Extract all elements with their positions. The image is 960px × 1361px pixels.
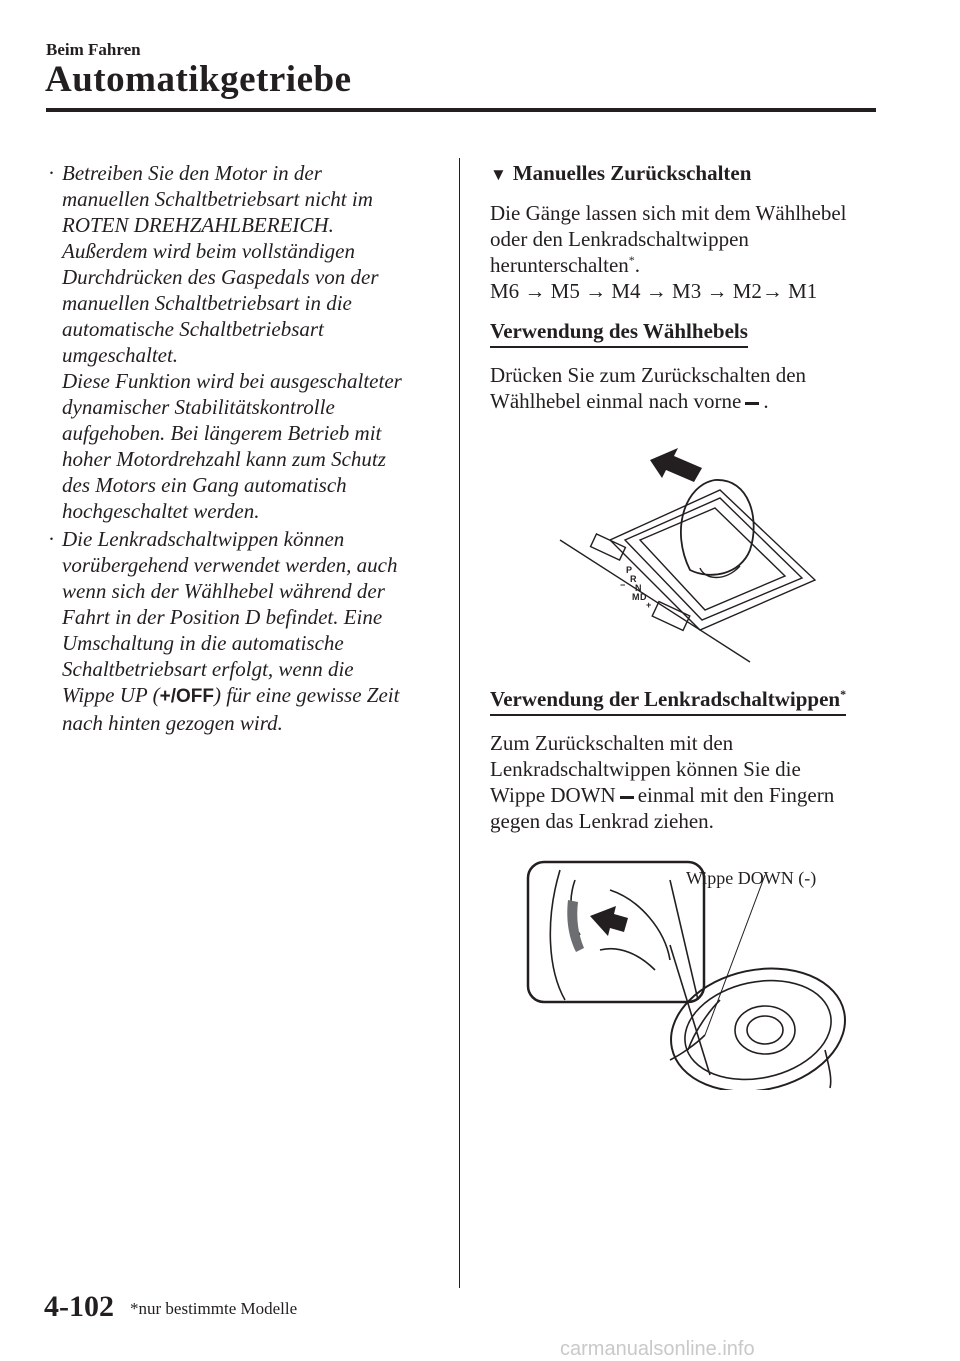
- page-title: Automatikgetriebe: [45, 59, 352, 100]
- arrow-pull-icon: [590, 906, 628, 936]
- bullet-item: [46, 160, 446, 524]
- minus-icon: [745, 402, 759, 405]
- footnote: *nur bestimmte Modelle: [130, 1299, 298, 1318]
- bullet-dot-icon: ·: [48, 161, 55, 185]
- bullet-text: Betreiben Sie den Motor in der manuellen Schaltbetriebsart nicht im ROTEN DREHZAHLBEREICH. Außerdem wird beim vollständigen Durchdrücken des Gaspedals von der manuellen Schaltbetriebsart in die automatische Schaltbetriebsart umgeschaltet. Diese Funktion wird bei ausgeschalteter dynamischer Stabilitätskontrolle aufgehoben. Bei längerem Betrieb mit hoher Motordrehzahl kann zum Schutz des Motors ein Gang automatisch hochgeschaltet werden.: [62, 161, 402, 523]
- shifter-label-minus: −: [620, 580, 626, 590]
- left-column: [46, 160, 446, 736]
- intro-paragraph: Die Gänge lassen sich mit dem Wählhebel oder den Lenkradschaltwippen herunterschalten*. M6 → M5 → M4 → M3 → M2→ M1: [490, 201, 847, 303]
- paddle-section: [490, 684, 880, 846]
- shifter-label-n: N: [635, 583, 642, 593]
- up-off-symbol: +/OFF: [159, 686, 214, 707]
- shifter-label-p: P: [626, 565, 633, 575]
- shifter-illustration: [550, 440, 820, 665]
- footnote-asterisk: *: [628, 253, 635, 267]
- bullet-item: [46, 526, 446, 736]
- shifter-label-plus: +: [646, 600, 652, 610]
- title-rule: [46, 108, 876, 112]
- column-divider: [459, 158, 460, 1288]
- paddle-down-callout: Wippe DOWN (-): [686, 868, 817, 888]
- right-column: [490, 160, 880, 426]
- arrow-forward-icon: [650, 448, 702, 482]
- subheading-paddles: Verwendung der Lenkradschaltwippen*: [490, 686, 846, 716]
- bullet-text: Die Lenkradschaltwippen können vorübergehend verwendet werden, auch wenn sich der Wählhebel während der Fahrt in der Position D befindet. Eine Umschaltung in die automatische Schaltbetriebsart erfolgt, wenn die Wippe UP (+/OFF) für eine gewisse Zeit nach hinten gezogen wird.: [62, 527, 400, 735]
- gear-sequence: M6 → M5 → M4 → M3 → M2→ M1: [490, 279, 818, 303]
- selector-lever-paragraph: Drücken Sie zum Zurückschalten den Wählhebel einmal nach vorne .: [490, 363, 807, 413]
- bullet-dot-icon: ·: [48, 527, 55, 551]
- subheading-selector-lever: Verwendung des Wählhebels: [490, 318, 748, 348]
- shifter-label-m: M: [632, 592, 640, 602]
- section-heading: ▼ Manuelles Zurückschalten: [490, 160, 880, 188]
- section-label: Beim Fahren: [46, 40, 141, 59]
- paddle-paragraph: Zum Zurückschalten mit den Lenkradschaltwippen können Sie die Wippe DOWN einmal mit den Fingern gegen das Lenkrad ziehen.: [490, 731, 835, 833]
- shifter-label-d: D: [640, 592, 647, 602]
- watermark: carmanualsonline.info: [560, 1338, 755, 1360]
- steering-wheel-illustration: [520, 860, 850, 1090]
- shifter-label-r: R: [630, 574, 637, 584]
- page-number: 4-102: [44, 1290, 114, 1323]
- minus-icon: [620, 796, 634, 799]
- paddle-shape: [567, 900, 584, 952]
- triangle-down-icon: ▼: [490, 165, 507, 184]
